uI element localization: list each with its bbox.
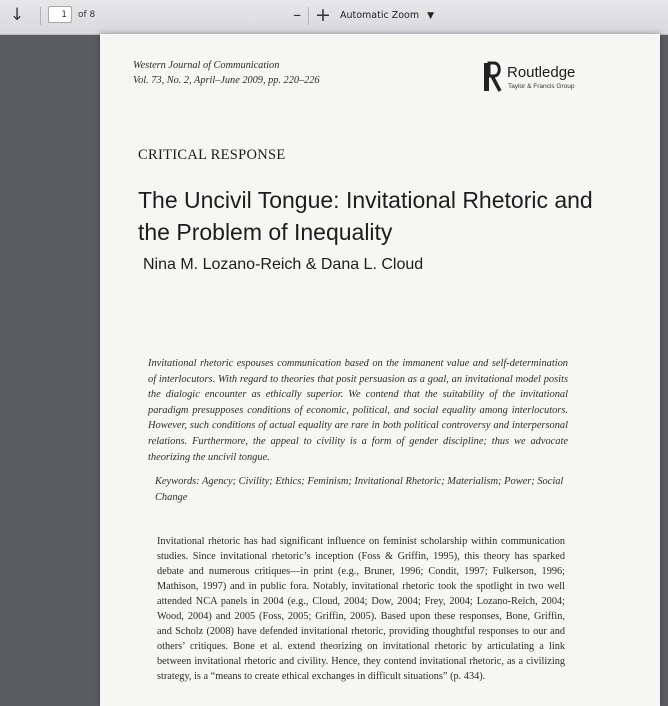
section-heading: CRITICAL RESPONSE [138, 147, 286, 163]
article-title: The Uncivil Tongue: Invitational Rhetoric and the Problem of Inequality [138, 187, 593, 245]
routledge-icon [483, 60, 503, 94]
journal-name: Western Journal of Communication [133, 60, 280, 71]
publisher-logo [483, 58, 593, 98]
journal-citation [133, 58, 320, 88]
zoom-select[interactable] [334, 7, 438, 25]
zoom-select-value: Automatic Zoom [340, 10, 420, 21]
journal-volume: Vol. 73, No. 2, April–June 2009, pp. 220–226 [133, 75, 320, 86]
chevron-down-icon: ▼ [427, 11, 434, 21]
arrow-down-icon: ↓ [9, 5, 25, 25]
publisher-subtitle: Taylor & Francis Group [508, 83, 575, 90]
page-number-input[interactable]: 1 [48, 6, 72, 23]
publisher-name: Routledge [507, 64, 576, 81]
download-button[interactable] [4, 5, 30, 25]
zoom-out-button[interactable]: – [293, 5, 301, 24]
body-paragraph: Invitational rhetoric has had significant influence on feminist scholarship within communication studies. Since invitational rhetoric’s inception (Foss & Griffin, 1995), this theory has sparked debate and numerous critiques—in print (e.g., Bruner, 1996; Condit, 1997; Fulkerson, 1996; Mathison, 1997) and in public fora. Notably, invitational rhetoric took the spotlight in two well attended NCA panels in 2004 (e.g., Cloud, 2004; Dow, 2004; Frey, 2004; Lozano-Reich, 2004; Wood, 2004) and 2005 (Foss, 2005; Griffin, 2005). Based upon these responses, Bone, Griffin, and Scholz (2008) have defended invitational rhetoric, providing thoughtful responses to our and others’ critiques. Bone et al. extend theorizing on invitational rhetoric by articulating a link between invitational rhetoric and civility. Hence, they contend invitational rhetoric, as a civilizing strategy, is a “means to create ethical exchanges in difficult situations” (p. 434). [157, 536, 565, 682]
toolbar-divider [40, 7, 41, 25]
pdf-toolbar [0, 0, 668, 35]
page-total-label: of 8 [78, 10, 96, 20]
document-page [100, 34, 660, 706]
zoom-in-button[interactable]: + [315, 4, 331, 26]
toolbar-divider [308, 7, 309, 25]
abstract: Invitational rhetoric espouses communication based on the immanent value and self-determination of interlocutors. With regard to theories that posit persuasion as a goal, an invitational model posits the dialogic encounter as ethically superior. We contend that the suitability of the invitational paradigm presupposes conditions of economic, political, and social equality among interlocutors. However, such conditions of actual equality are rare in both political controversy and interpersonal relations. Furthermore, the appeal to civility is a form of gender discipline; thus we advocate theorizing the uncivil tongue. [148, 358, 568, 463]
article-authors: Nina M. Lozano-Reich & Dana L. Cloud [143, 256, 424, 273]
keywords: Keywords: Agency; Civility; Ethics; Feminism; Invitational Rhetoric; Materialism; Power; Social Change [155, 476, 564, 503]
